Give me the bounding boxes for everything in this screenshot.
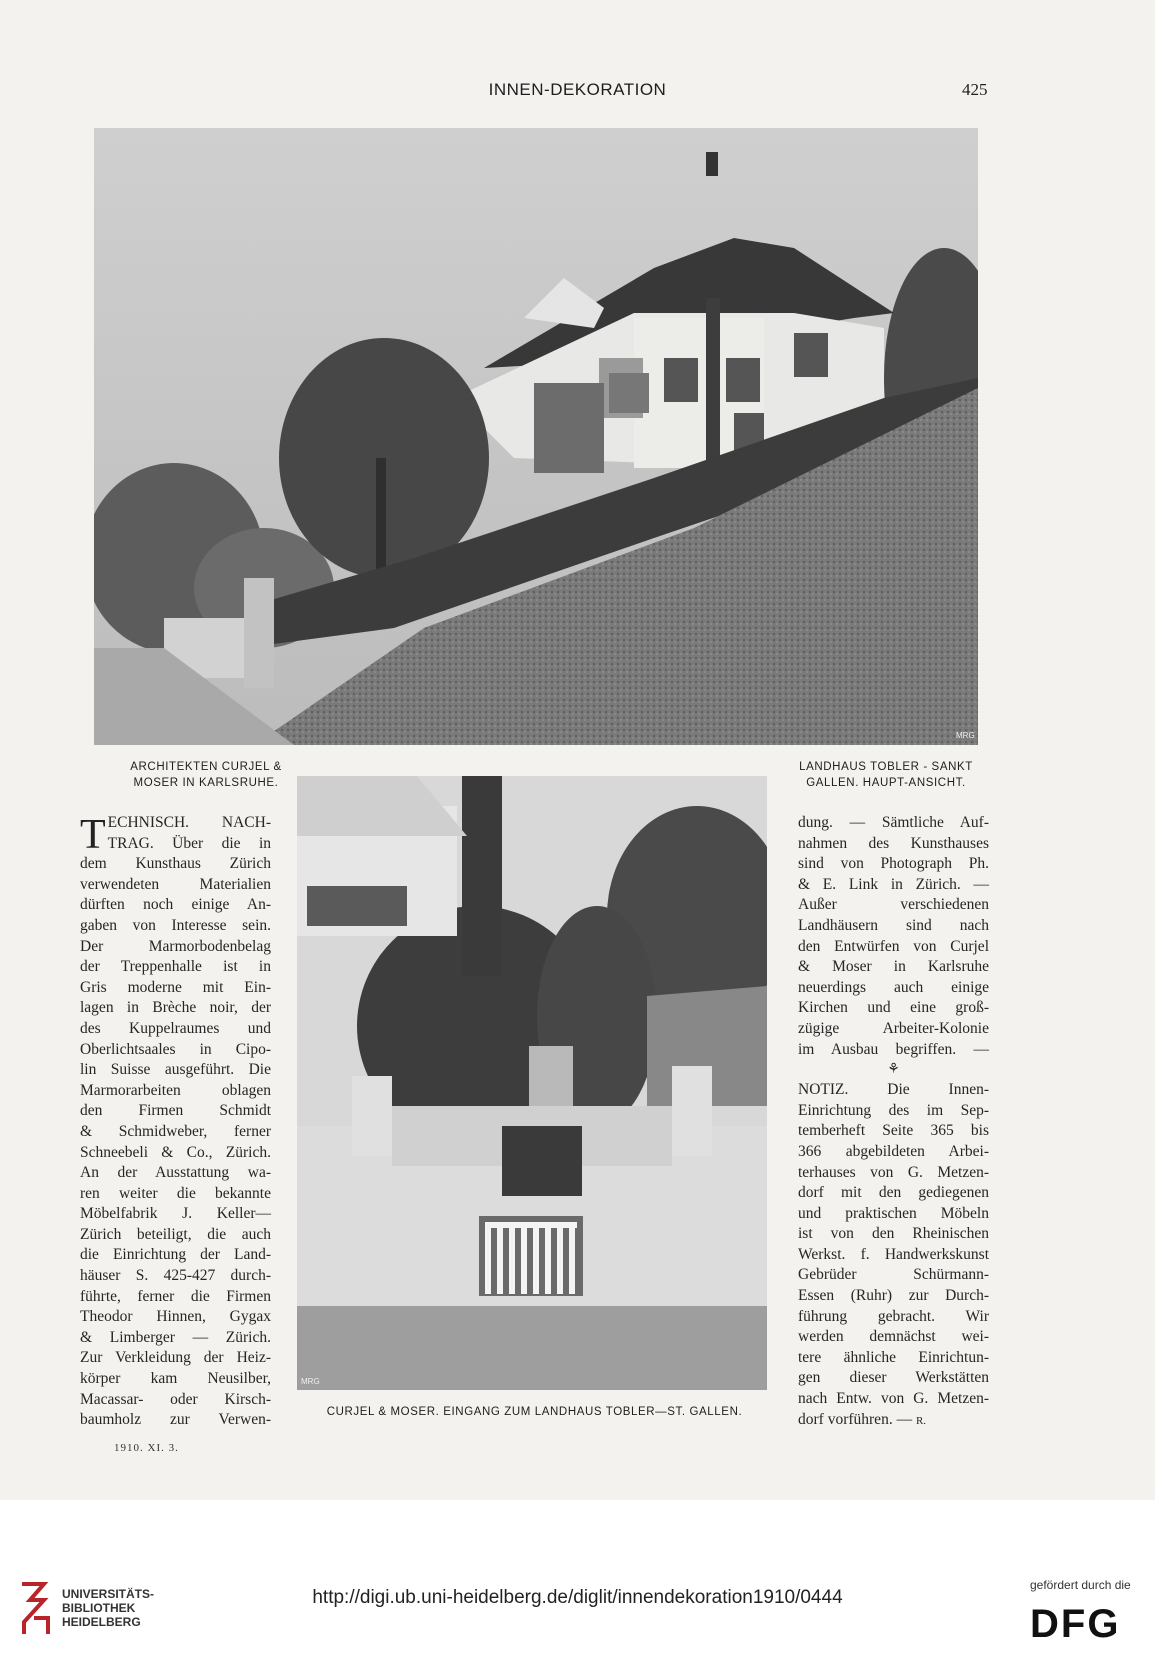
text-line: Der Marmorbodenbelag [80, 937, 271, 955]
text-line: körper kam Neusilber, [80, 1370, 271, 1388]
text-line: ren weiter die bekannte [80, 1184, 271, 1202]
text-line: Landhäusern sind nach [798, 916, 989, 934]
running-head: INNEN-DEKORATION [488, 80, 667, 99]
caption-architects: ARCHITEKTEN CURJEL & MOSER IN KARLSRUHE. [130, 761, 282, 789]
text-line: dem Kunsthaus Zürich [80, 855, 271, 873]
printer-signature: 1910. XI. 3. [114, 1442, 179, 1454]
text-line: Einrichtung des im Sep- [798, 1101, 989, 1119]
text-line: dung. — Sämtliche Auf- [798, 814, 989, 831]
text-line: nach Entw. von G. Metzen- [798, 1390, 989, 1408]
text-line: & Limberger — Zürich. [80, 1328, 271, 1346]
text-line: NOTIZ. Die Innen- [798, 1081, 989, 1099]
text-line: Gris moderne mit Ein- [80, 978, 271, 996]
author-signoff: R. [915, 1414, 927, 1427]
text-line: Werkst. f. Handwerkskunst [798, 1245, 989, 1263]
text-line: Gebrüder Schürmann- [798, 1266, 989, 1284]
text-line: Macassar- oder Kirsch- [80, 1390, 271, 1408]
text-line: verwendeten Materialien [80, 875, 271, 893]
text-line: des Kuppelraumes und [80, 1019, 271, 1037]
text-line: gaben von Interesse sein. [80, 916, 271, 934]
library-name: UNIVERSITÄTS- BIBLIOTHEK HEIDELBERG [62, 1587, 155, 1629]
text-line: & Moser in Karlsruhe [798, 958, 989, 976]
article-column-left [80, 813, 271, 1431]
text-line: führung gebracht. Wir [798, 1307, 989, 1325]
dfg-logo: DFG [1030, 1602, 1121, 1646]
text-line: im Ausbau begriffen. — [798, 1040, 989, 1058]
photo-landhaus-main-view [94, 128, 978, 745]
photo-mark-bottom: MRG [301, 1377, 320, 1386]
text-line: Zur Verkleidung der Heiz- [80, 1349, 271, 1367]
text-line: Außer verschiedenen [798, 896, 989, 914]
text-line: tere ähnliche Einrichtun- [798, 1348, 989, 1366]
text-line: zügige Arbeiter-Kolonie [798, 1019, 989, 1037]
text-line: Theodor Hinnen, Gygax [80, 1308, 271, 1326]
text-line: & Schmidweber, ferner [80, 1122, 271, 1140]
text-line: Marmorarbeiten oblagen [80, 1081, 271, 1099]
text-line: nahmen des Kunsthauses [798, 834, 989, 852]
text-line: gen dieser Werkstätten [798, 1369, 989, 1387]
text-line: den Firmen Schmidt [80, 1102, 271, 1120]
text-line: die Einrichtung der Land- [80, 1246, 271, 1264]
text-line: Zürich beteiligt, die auch [80, 1225, 271, 1243]
text-line: Kirchen und eine groß- [798, 999, 989, 1017]
ornament-icon: ⚘ [887, 1062, 900, 1078]
text-line: dürften noch einige An- [80, 896, 271, 914]
text-line: terhauses von G. Metzen- [798, 1163, 989, 1181]
source-url-link[interactable]: http://digi.ub.uni-heidelberg.de/diglit/innendekoration1910/0444 [312, 1587, 843, 1608]
text-line: dorf vorführen. — R. [798, 1410, 927, 1428]
text-line: 366 abgebildeten Arbei- [798, 1142, 989, 1160]
text-line: neuerdings auch einige [798, 978, 989, 996]
text-line: & E. Link in Zürich. — [798, 875, 989, 893]
text-line: Möbelfabrik J. Keller— [80, 1205, 271, 1223]
sponsor-label: gefördert durch die [1030, 1578, 1131, 1592]
photo-mark-top: MRG [956, 731, 975, 740]
caption-entrance: CURJEL & MOSER. EINGANG ZUM LANDHAUS TOBLER—ST. GALLEN. [326, 1406, 743, 1418]
text-line: der Treppenhalle ist in [80, 958, 271, 976]
text-line: werden demnächst wei- [798, 1328, 989, 1346]
text-line: dorf mit den gediegenen [798, 1184, 989, 1202]
text-line: sind von Photograph Ph. [798, 855, 989, 873]
text-line: Oberlichtsaales in Cipo- [80, 1040, 271, 1058]
text-line: baumholz zur Verwen- [80, 1411, 271, 1429]
text-line: führte, ferner die Firmen [80, 1287, 271, 1305]
dropcap: T [80, 812, 106, 858]
text-line: lagen in Brèche noir, der [80, 999, 271, 1017]
text-line: Essen (Ruhr) zur Durch- [798, 1287, 989, 1305]
text-line: lin Suisse ausgeführt. Die [80, 1061, 271, 1079]
text-line: TRAG. Über die in [107, 834, 271, 852]
article-column-right [798, 813, 989, 1430]
text-line: häuser S. 425-427 durch- [80, 1267, 271, 1285]
text-line: ECHNISCH. NACH- [107, 814, 271, 831]
text-line: und praktischen Möbeln [798, 1204, 989, 1222]
photo-entrance-gate [297, 776, 767, 1390]
digitization-footer [0, 1500, 1155, 1654]
page-number: 425 [962, 80, 988, 99]
caption-main-view: LANDHAUS TOBLER - SANKT GALLEN. HAUPT-ANSICHT. [799, 761, 973, 789]
text-line: An der Ausstattung wa- [80, 1164, 271, 1182]
text-line: Schneebeli & Co., Zürich. [80, 1143, 271, 1161]
text-line: temberheft Seite 365 bis [798, 1122, 989, 1140]
text-line: den Entwürfen von Curjel [798, 937, 989, 955]
text-line: ist von den Rheinischen [798, 1225, 989, 1243]
